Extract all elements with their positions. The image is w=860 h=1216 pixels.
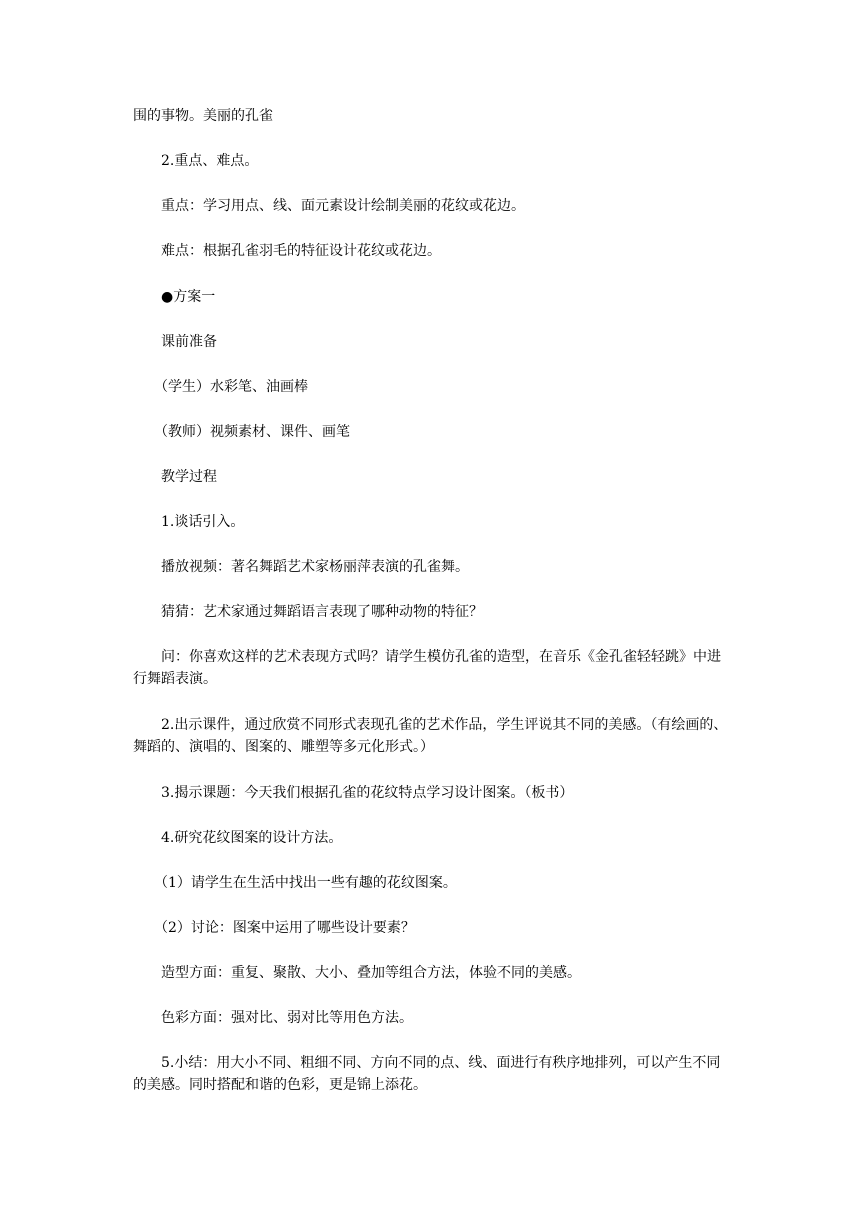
paragraph-teacher-materials: （教师）视频素材、课件、画笔 [133, 424, 350, 440]
paragraph-guess: 猜猜：艺术家通过舞蹈语言表现了哪种动物的特征？ [133, 604, 483, 620]
heading-plan-one: ●方案一 [133, 289, 216, 305]
paragraph-step-1: 1.谈话引入。 [133, 514, 245, 530]
paragraph-play-video: 播放视频：著名舞蹈艺术家杨丽萍表演的孔雀舞。 [133, 559, 469, 575]
paragraph-intro-continuation: 围的事物。美丽的孔雀 [133, 108, 273, 124]
heading-key-difficult-points: 2.重点、难点。 [133, 153, 259, 169]
paragraph-color-aspect: 色彩方面：强对比、弱对比等用色方法。 [133, 1010, 413, 1026]
paragraph-step-4-2: （2）讨论：图案中运用了哪些设计要素？ [133, 920, 415, 936]
paragraph-difficult-point: 难点：根据孔雀羽毛的特征设计花纹或花边。 [133, 243, 441, 259]
paragraph-student-materials: （学生）水彩笔、油画棒 [133, 379, 308, 395]
paragraph-step-4: 4.研究花纹图案的设计方法。 [133, 830, 343, 846]
paragraph-step-4-1: （1）请学生在生活中找出一些有趣的花纹图案。 [133, 875, 457, 891]
paragraph-step-3: 3.揭示课题：今天我们根据孔雀的花纹特点学习设计图案。（板书） [133, 785, 574, 801]
heading-preparation: 课前准备 [133, 334, 217, 350]
paragraph-question: 问：你喜欢这样的艺术表现方式吗？请学生模仿孔雀的造型，在音乐《金孔雀轻轻跳》中进行舞蹈表演。 [133, 649, 721, 687]
paragraph-step-2: 2.出示课件，通过欣赏不同形式表现孔雀的艺术作品，学生评说其不同的美感。（有绘画的、舞蹈的、演唱的、图案的、雕塑等多元化形式。） [133, 717, 728, 755]
paragraph-key-point: 重点：学习用点、线、面元素设计绘制美丽的花纹或花边。 [133, 198, 525, 214]
heading-teaching-process: 教学过程 [133, 469, 217, 485]
paragraph-summary: 5.小结：用大小不同、粗细不同、方向不同的点、线、面进行有秩序地排列，可以产生不同的美感。同时搭配和谐的色彩，更是锦上添花。 [133, 1055, 721, 1093]
paragraph-shape-aspect: 造型方面：重复、聚散、大小、叠加等组合方法，体验不同的美感。 [133, 965, 581, 981]
